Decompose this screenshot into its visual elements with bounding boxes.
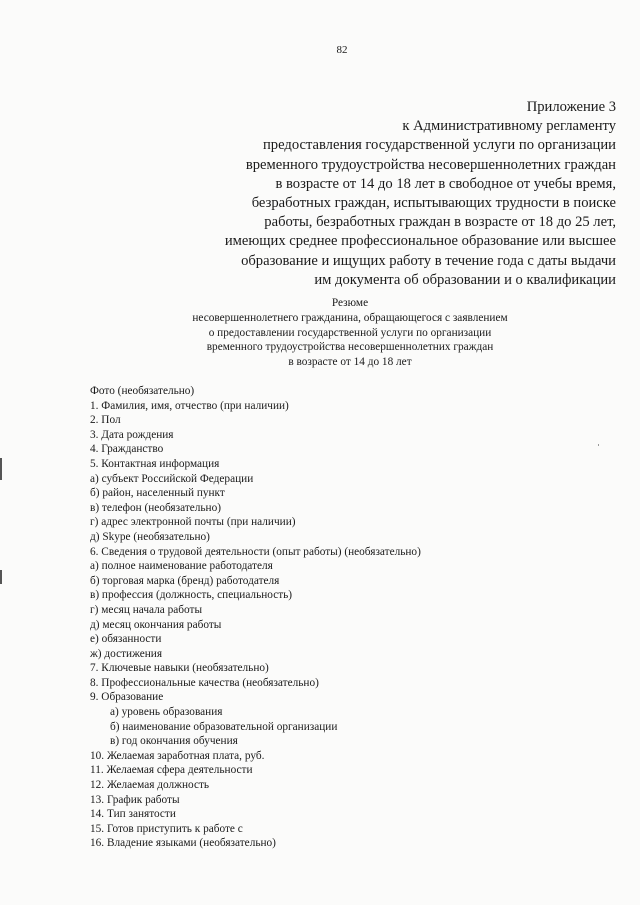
field-birth-date: 3. Дата рождения [90, 428, 174, 441]
appendix-line: предоставления государственной услуги по организации [263, 137, 616, 154]
scan-edge-mark [0, 458, 2, 480]
field-contact-locality: б) район, населенный пункт [90, 487, 225, 500]
field-contact-email: г) адрес электронной почты (при наличии) [90, 516, 296, 529]
resume-heading [150, 296, 550, 369]
field-languages: 16. Владение языками (необязательно) [90, 837, 276, 850]
appendix-line: в возрасте от 14 до 18 лет в свободное от учебы время, [275, 175, 616, 192]
field-contact-region: а) субъект Российской Федерации [90, 472, 254, 485]
field-key-skills: 7. Ключевые навыки (необязательно) [90, 662, 269, 675]
field-graduation-year: в) год окончания обучения [110, 735, 238, 748]
field-professional-qualities: 8. Профессиональные качества (необязательно) [90, 676, 319, 689]
field-education-level: а) уровень образования [110, 706, 223, 719]
field-work-experience: 6. Сведения о трудовой деятельности (опыт работы) (необязательно) [90, 545, 421, 558]
field-employment-type: 14. Тип занятости [90, 808, 176, 821]
field-work-schedule: 13. График работы [90, 793, 180, 806]
resume-subtitle-line: в возрасте от 14 до 18 лет [288, 355, 412, 368]
field-desired-area: 11. Желаемая сфера деятельности [90, 764, 253, 777]
field-achievements: ж) достижения [90, 647, 163, 660]
field-full-name: 1. Фамилия, имя, отчество (при наличии) [90, 399, 289, 412]
resume-subtitle-line: временного трудоустройства несовершеннолетних граждан [206, 341, 494, 354]
resume-subtitle-line: несовершеннолетнего гражданина, обращающегося с заявлением [192, 312, 508, 325]
appendix-line: имеющих среднее профессиональное образование или высшее [224, 233, 616, 250]
field-duties: е) обязанности [90, 633, 162, 646]
field-contact-skype: д) Skype (необязательно) [90, 530, 210, 543]
field-employer-name: а) полное наименование работодателя [90, 560, 273, 573]
appendix-header [196, 98, 616, 290]
appendix-line: им документа об образовании и о квалификации [314, 271, 616, 288]
field-gender: 2. Пол [90, 414, 121, 427]
page-number: 82 [336, 44, 348, 56]
field-contact-phone: в) телефон (необязательно) [90, 501, 222, 514]
scan-edge-mark [0, 570, 2, 584]
field-education: 9. Образование [90, 691, 164, 704]
field-start-date: 15. Готов приступить к работе с [90, 822, 243, 835]
appendix-line: временного трудоустройства несовершеннолетних граждан [245, 156, 616, 173]
resume-title: Резюме [331, 297, 369, 309]
field-desired-salary: 10. Желаемая заработная плата, руб. [90, 749, 265, 762]
field-profession: в) профессия (должность, специальность) [90, 589, 293, 602]
appendix-line: к Административному регламенту [402, 118, 616, 135]
field-photo: Фото (необязательно) [90, 385, 195, 397]
field-citizenship: 4. Гражданство [90, 443, 164, 456]
field-contact-info: 5. Контактная информация [90, 457, 220, 470]
appendix-title: Приложение 3 [526, 99, 616, 115]
field-start-month: г) месяц начала работы [90, 603, 203, 616]
appendix-line: безработных граждан, испытывающих трудности в поиске [251, 195, 616, 212]
resume-field-list [90, 384, 550, 851]
field-end-month: д) месяц окончания работы [90, 618, 222, 631]
appendix-line: образование и ищущих работу в течение года с даты выдачи [241, 252, 616, 269]
scan-speck [598, 444, 599, 446]
field-desired-position: 12. Желаемая должность [90, 779, 210, 792]
appendix-line: работы, безработных граждан в возрасте от 18 до 25 лет, [264, 214, 616, 231]
resume-subtitle-line: о предоставлении государственной услуги по организации [208, 326, 492, 339]
field-employer-brand: б) торговая марка (бренд) работодателя [90, 574, 280, 587]
field-education-institution: б) наименование образовательной организации [110, 720, 338, 733]
